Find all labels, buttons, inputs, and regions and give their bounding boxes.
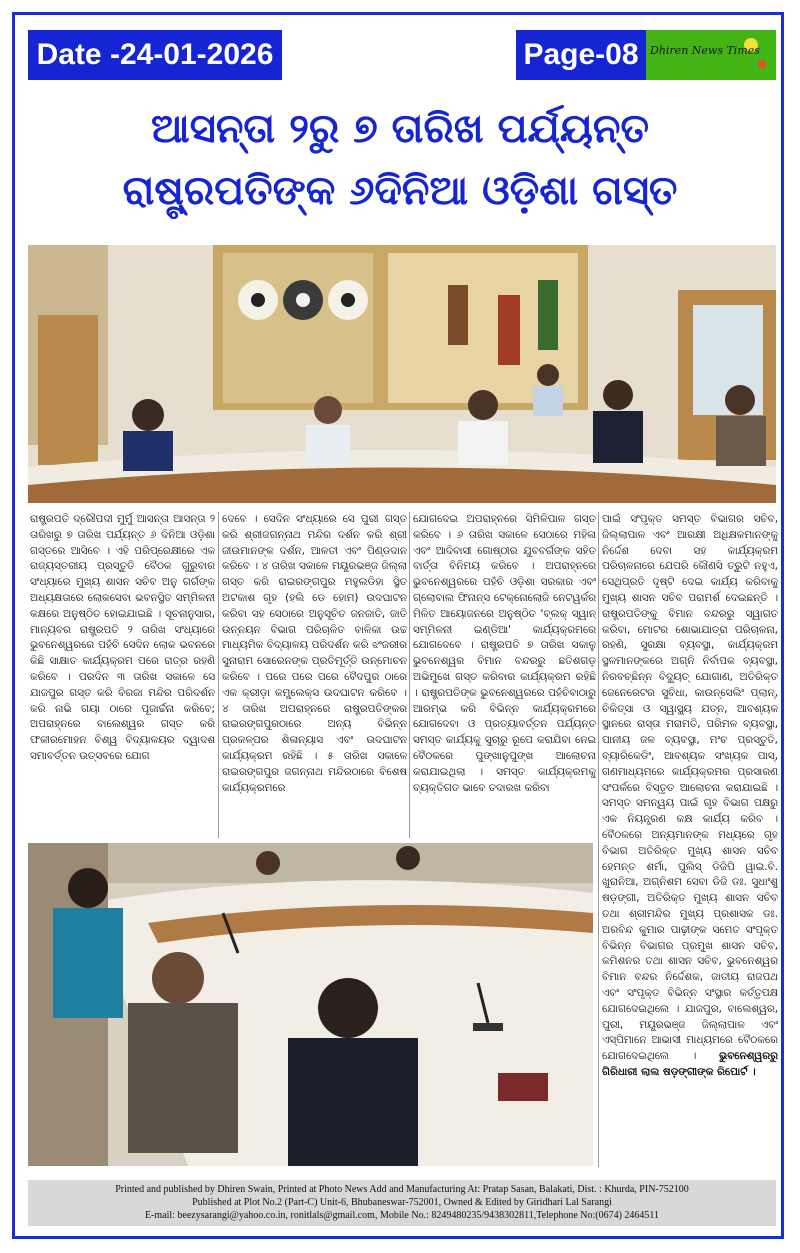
imprint-line-1: Printed and published by Dhiren Swain, Printed at Photo News Add and Manufacturing At: Pratap Sasan, Balakati, Dist. : Khurda, PIN-752100: [115, 1184, 689, 1195]
meeting-photo-top: [28, 245, 776, 503]
meeting-photo-bottom: [28, 843, 593, 1166]
article-column-3: ଯୋଗଦେଇ ଅପରାହ୍ନରେ ସିମିଳିପାଳ ଗସ୍ତ କରିବେ । ୬ ତାରିଖ ସକାଳେ ସେଠାରେ ମହିଳା ଏବଂ ଆଦିବାସୀ ଗୋଷ୍ଠୀର ଯୁବବର୍ଗଙ୍କ ସହିତ ବାର୍ତ୍ତା ବିନିମୟ କରିବେ । ଅପରାହ୍ନରେ ଭୁବନେଶ୍ୱରରେ ପହଁଚି ଓଡ଼ିଶା ସରକାର ଏବଂ ଗ୍ଲୋବାଲ ଫିନାନ୍ସ ଟେକ୍ନୋଲୋଜି ନେଟୱର୍କର ମିଳିତ ଆୟୋଜନରେ ଅନୁଷ୍ଠିତ 'ବ୍ଲକ୍ ସ୍ୱାନ୍ ସମ୍ମିଳନୀ ଇଣ୍ଡିଆ' କାର୍ଯ୍ୟକ୍ରମରେ ଯୋଗଦେବେ । ରାଷ୍ଟ୍ରପତି ୭ ତାରିଖ ସକାଳୁ ଭୁବନେଶ୍ୱର ବିମାନ ବନ୍ଦରରୁ ଛତିଶଗଡ଼ ଅଭିମୁଖେ ଗସ୍ତ କରିବାର କାର୍ଯ୍ୟକ୍ରମ ରହିଛି । ରାଷ୍ଟ୍ରପତିଙ୍କ ଭୁବନେଶ୍ୱରରେ ପହଁଚିବାଠାରୁ ଆରମ୍ଭ କରି ବିଭିନ୍ନ କାର୍ଯ୍ୟକ୍ରମରେ ଯୋଗଦେବା ଓ ପ୍ରତ୍ୟାବର୍ତ୍ତନ ପର୍ଯ୍ୟନ୍ତ ସମସ୍ତ କାର୍ଯ୍ୟକୁ ସୁଚାରୁ ରୂପେ କରାଯିବା ନେଇ ବୈଠକରେ ପୁଙ୍ଖାନୁପୁଙ୍ଖ ଆଲୋଚନା କରାଯାଇଥିଲା । ସମସ୍ତ କାର୍ଯ୍ୟକ୍ରମକୁ ବ୍ୟକ୍ତିଗତ ଭାବେ ତଦାରଖ କରିବା: [413, 513, 596, 794]
headline-line-2: ରାଷ୍ଟ୍ରପତିଙ୍କ ୬ଦିନିଆ ଓଡ଼ିଶା ଗସ୍ତ: [122, 168, 678, 214]
imprint-line-2: Published at Plot No.2 (Part-C) Unit-6, Bhubaneswar-752001, Owned & Edited by Giridhari Lal Sarangi: [192, 1197, 612, 1208]
logo-text: Dhiren News Times: [650, 44, 760, 57]
date-label: Date -24-01-2026: [28, 30, 282, 80]
column-divider: [218, 512, 219, 838]
article-column-1: ରାଷ୍ଟ୍ରପତି ଦ୍ରୌପଦୀ ମୁର୍ମୁ ଆସନ୍ତା ଆସନ୍ତା ୨ ତାରିଖରୁ ୭ ତାରିଖ ପର୍ଯ୍ୟନ୍ତ ୬ ଦିନିଆ ଓଡ଼ିଶା ଗସ୍ତରେ ଆସିବେ । ଏହି ପରିପ୍ରେକ୍ଷୀରେ ଏକ ରାଜ୍ୟସ୍ତରୀୟ ପ୍ରସ୍ତୁତି ବୈଠକ ଗୁରୁବାର ସଂଧ୍ୟାରେ ମୁଖ୍ୟ ଶାସନ ସଚିବ ଅନୁ ଗର୍ଗଙ୍କ ଅଧ୍ୟକ୍ଷତାରେ ଲୋକସେବା ଭବନସ୍ଥିତ ସମ୍ମିଳନୀ କକ୍ଷରେ ଅନୁଷ୍ଠିତ ହୋଇଯାଇଛି । ସୂଚନାନୁସାର, ମାନ୍ୟବର ରାଷ୍ଟ୍ରପତି ୨ ତାରିଖ ସଂଧ୍ୟାରେ ଭୁବନେଶ୍ୱରରେ ପହଁଚି ସେଦିନ ଲୋକ ଭବନରେ କିଛି ସାକ୍ଷାତ କାର୍ଯ୍ୟକ୍ରମ ପରେ ରାତ୍ର ରହଣି କରିବେ । ପରଦିନ ୩ ତାରିଖ ସକାଳେ ସେ ଯାଜପୁର ଗସ୍ତ କରି ବିରଜା ମନ୍ଦିର ପରିଦର୍ଶନ କରି ନାଭି ଗୟା ଠାରେ ପୂଜାର୍ଚ୍ଚନା କରିବେ; ଅପରାହ୍ନରେ ବାଲେଶ୍ୱର ଗସ୍ତ କରି ଫକୀରମୋହନ ବିଶ୍ୱ ବିଦ୍ୟାଳୟର ଦ୍ୱାଦଶ ସମାବର୍ତ୍ତନ ଉତ୍ସବରେ ଯୋଗ: [30, 513, 215, 762]
headline-line-1: ଆସନ୍ତା ୨ରୁ ୭ ତାରିଖ ପର୍ଯ୍ୟନ୍ତ: [151, 106, 649, 152]
newspaper-logo: [646, 30, 776, 80]
article-column-4: [602, 512, 778, 1172]
page-number-label: Page-08: [516, 30, 646, 80]
column-divider: [598, 512, 599, 1167]
meeting-photo-top-image: [28, 245, 776, 503]
imprint-line-3: E-mail: beezysarangi@yahoo.co.in, ronitlals@gmail.com, Mobile No.: 8249480235/9438302811,Telephone No:(0674) 2464511: [144, 1210, 660, 1221]
article-column-4-text: ପାଇଁ ସଂପୃକ୍ତ ସମସ୍ତ ବିଭାଗର ସଚିବ, ଜିଲ୍ଲାପାଳ ଏବଂ ଆରକ୍ଷୀ ଅଧିକ୍ଷକମାନଙ୍କୁ ନିର୍ଦ୍ଦେଶ ଦେବା ସହ କାର୍ଯ୍ୟକ୍ରମ ପରିଚାଳନାରେ ଯେପରି କୌଣସି ତ୍ରୁଟି ନହୁଏ, ସେଥିପ୍ରତି ଦୃଷ୍ଟି ଦେଇ କାର୍ଯ୍ୟ କରିବାକୁ ମୁଖ୍ୟ ଶାସନ ସଚିବ ପରାମର୍ଶ ଦେଇଛନ୍ତି । ରାଷ୍ଟ୍ରପତିଙ୍କୁ ବିମାନ ବନ୍ଦରରୁ ସ୍ୱାଗତ କରିବା, ମୋଟର ଶୋଭାଯାତ୍ରା ପରିଚାଳନା, ରହଣି, ସୁରକ୍ଷା ବ୍ୟବସ୍ଥା, କାର୍ଯ୍ୟକ୍ରମ ସ୍ଥଳମାନଙ୍କରେ ଅଗ୍ନି ନିର୍ବାପକ ବ୍ୟବସ୍ଥା, ନିରବଚ୍ଛିନ୍ନ ବିଦ୍ୟୁତ୍ ଯୋଗାଣ, ଅତିରିକ୍ତ ଜେନେରେଟର ସୁବିଧା, କାଉନ୍ସେଲିଂ ପ୍ଲାନ୍, ଚିକିତ୍ସା ଓ ସ୍ୱାସ୍ଥ୍ୟ ଯତ୍ନ, ଆବଶ୍ୟକ ସ୍ଥାନରେ ରାସ୍ତା ମରାମତି, ପରିମଳ ବ୍ୟବସ୍ଥା, ପାନୀୟ ଜଳ ବ୍ୟବସ୍ଥା, ମଂଚ ପ୍ରସ୍ତୁତି, ବ୍ୟାରିକେଡିଂ, ଆବଶ୍ୟକ ସଂଖ୍ୟକ ପାସ୍, ଗଣମାଧ୍ୟମରେ କାର୍ଯ୍ୟକ୍ରମର ପ୍ରସାରଣ ସଂପର୍କରେ ବିସ୍ତୃତ ଆଲୋଚନା କରାଯାଇଛି । ସମସ୍ତ ସମନ୍ୱୟ ପାଇଁ ଗୃହ ବିଭାଗ ପକ୍ଷରୁ ଏକ ନିୟନ୍ତ୍ରଣ କକ୍ଷ କାର୍ଯ୍ୟ କରିବ । ବୈଠକରେ ଅନ୍ୟମାନଙ୍କ ମଧ୍ୟରେ ଗୃହ ବିଭାଗ ଅତିରିକ୍ତ ମୁଖ୍ୟ ଶାସନ ସଚିବ ହେମନ୍ତ ଶର୍ମା, ପୁଲିସ୍ ଡିଜିପି ୱାଇ.ବି. ଖୁରାନିଆ, ଅଗ୍ନିଶମ ସେବା ଡିଜି ଡଃ. ସୁଧାଂଶୁ ଷଡ଼ଙ୍ଗୀ, ଅତିରିକ୍ତ ମୁଖ୍ୟ ଶାସନ ସଚିବ ତଥା ଶ୍ରୀମନ୍ଦିର ମୁଖ୍ୟ ପ୍ରଶାସକ ଡଃ. ଅରବିନ୍ଦ କୁମାର ପାଢ଼ୀଙ୍କ ସମେତ ସଂପୃକ୍ତ ବିଭିନ୍ନ ବିଭାଗର ପ୍ରମୁଖ ଶାସନ ସଚିବ, କମିଶନର ତଥା ଶାସନ ସଚିବ, ଭୁବନେଶ୍ୱର ବିମାନ ବନ୍ଦର ନିର୍ଦ୍ଦେଶକ, ଜାତୀୟ ରାଜପଥ ଏବଂ ସଂପୃକ୍ତ ବିଭିନ୍ନ ସଂସ୍ଥାର କର୍ତ୍ତୃପକ୍ଷ ଯୋଗଦେଇଥିଲେ । ଯାଜପୁର, ବାଲେଶ୍ୱର, ପୁରୀ, ମୟୂରଭଞ୍ଜ ଜିଲ୍ଲାପାଳ ଏବଂ ଏସ୍‌ପିମାନେ ଆଭାସୀ ମାଧ୍ୟମରେ ବୈଠକରେ ଯୋଗଦେଇଥିଲେ ।: [602, 513, 778, 1063]
article-column-2: ଦେବେ । ସେଦିନ ସଂଧ୍ୟାରେ ସେ ପୁରୀ ଗସ୍ତ କରି ଶ୍ରୀଜଗନ୍ନାଥ ମନ୍ଦିର ଦର୍ଶନ କରି ଶ୍ରୀ ଜୀଉମାନଙ୍କ ଦର୍ଶନ, ଆଳତୀ ଏବଂ ପିଣ୍ଡଦାନ କରିବେ । ୪ ତାରିଖ ସକାଳେ ମୟୂରଭଞ୍ଜ ଜିଲ୍ଲା ଗସ୍ତ କରି ରାଇରଙ୍ଗପୁର ମହୁଲଡିହା ସ୍ଥିତ ଅଟକାଶ ଗୃହ (ହଲି ଡେ ହୋମ) ଉଦଘାଟନ କରିବା ସହ ସେଠାରେ ଅନୁସୂଚିତ ଜନଜାତି, ଜାତି ଉନ୍ନୟନ ବିଭାଗ ପରିଚାଳିତ ବାଳିକା ଉଚ୍ଚ ମାଧ୍ୟମିକ ବିଦ୍ୟାଳୟ ପରିଦର୍ଶନ କରି ଝଂଜରୀର ସୁନାରାମ ସୋରେନଙ୍କ ପ୍ରତିମୂର୍ତ୍ତି ଉନ୍ମୋଚନ କରିବେ । ପରେ ପରେ ପରେ ବୈଦପୁର ଠାରେ ଏକ କ୍ରୀଡ଼ା କମ୍ପ୍ଲେକ୍ସ ଉଦଘାଟନ କରିବେ । ୪ ତାରିଖ ଅପରାହ୍ନରେ ରାଷ୍ଟ୍ରପତିଙ୍କର ରାଇରଙ୍ଗପୁରଠାରେ ଅନ୍ୟ ବିଭିନ୍ନ ପ୍ରକଳ୍ପର ଶିଳାନ୍ୟାସ ଏବଂ ଉଦଘାଟନ କାର୍ଯ୍ୟକ୍ରମ ରହିଛି । ୫ ତାରିଖ ସକାଳେ ରାଇରଙ୍ଗପୁର ଜଗନ୍ନାଥ ମନ୍ଦିରଠାରେ ବିଶେଷ କାର୍ଯ୍ୟକ୍ରମରେ: [222, 513, 407, 794]
logo-dot-icon: [758, 60, 766, 68]
imprint-footer: [28, 1180, 776, 1226]
article-byline: ଭୁବନେଶ୍ୱରରୁ ଗିରିଧାରୀ ଲାଲ ଷଡ଼ଙ୍ଗୀଙ୍କ ରିପୋର୍ଟ ।: [602, 1050, 778, 1078]
meeting-photo-bottom-image: [28, 843, 593, 1166]
column-divider: [409, 512, 410, 838]
